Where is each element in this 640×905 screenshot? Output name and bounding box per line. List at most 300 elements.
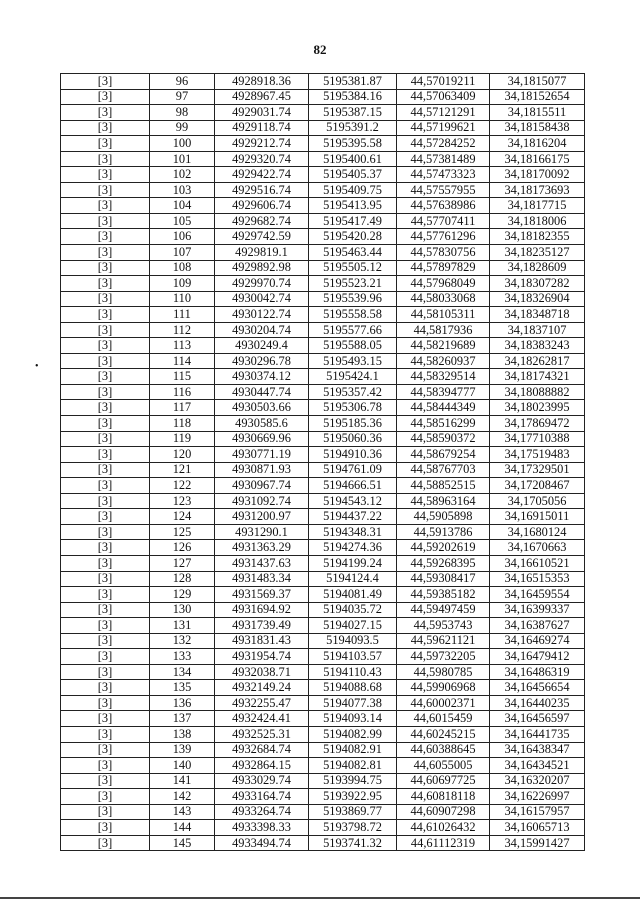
y-coordinate-cell: 5193741.32 — [309, 835, 397, 851]
x-coordinate-cell: 4930042.74 — [215, 291, 309, 307]
point-number-cell: 102 — [150, 167, 215, 183]
table-row — [61, 369, 585, 385]
point-number-cell: 106 — [150, 229, 215, 245]
longitude-cell: 34,18348718 — [490, 307, 585, 323]
x-coordinate-cell: 4929682.74 — [215, 213, 309, 229]
point-number-cell: 113 — [150, 338, 215, 354]
longitude-cell: 34,1705056 — [490, 493, 585, 509]
point-number-cell: 115 — [150, 369, 215, 385]
latitude-cell: 44,60388645 — [397, 742, 490, 758]
source-ref-cell: [3] — [61, 540, 150, 556]
y-coordinate-cell: 5194543.12 — [309, 493, 397, 509]
latitude-cell: 44,57284252 — [397, 136, 490, 152]
source-ref-cell: [3] — [61, 369, 150, 385]
source-ref-cell: [3] — [61, 820, 150, 836]
x-coordinate-cell: 4932038.71 — [215, 664, 309, 680]
x-coordinate-cell: 4931569.37 — [215, 587, 309, 603]
source-ref-cell: [3] — [61, 804, 150, 820]
longitude-cell: 34,16610521 — [490, 555, 585, 571]
y-coordinate-cell: 5194761.09 — [309, 462, 397, 478]
latitude-cell: 44,59497459 — [397, 602, 490, 618]
latitude-cell: 44,58679254 — [397, 447, 490, 463]
table-row — [61, 478, 585, 494]
latitude-cell: 44,58329514 — [397, 369, 490, 385]
y-coordinate-cell: 5194088.68 — [309, 680, 397, 696]
longitude-cell: 34,1670663 — [490, 540, 585, 556]
point-number-cell: 141 — [150, 773, 215, 789]
longitude-cell: 34,17208467 — [490, 478, 585, 494]
source-ref-cell: [3] — [61, 649, 150, 665]
latitude-cell: 44,58444349 — [397, 400, 490, 416]
latitude-cell: 44,57121291 — [397, 105, 490, 121]
longitude-cell: 34,1816204 — [490, 136, 585, 152]
source-ref-cell: [3] — [61, 524, 150, 540]
x-coordinate-cell: 4932424.41 — [215, 711, 309, 727]
longitude-cell: 34,16438347 — [490, 742, 585, 758]
page-number: 82 — [313, 42, 327, 57]
latitude-cell: 44,58033068 — [397, 291, 490, 307]
longitude-cell: 34,16456654 — [490, 680, 585, 696]
point-number-cell: 139 — [150, 742, 215, 758]
source-ref-cell: [3] — [61, 89, 150, 105]
longitude-cell: 34,17710388 — [490, 431, 585, 447]
source-ref-cell: [3] — [61, 726, 150, 742]
table-row — [61, 260, 585, 276]
latitude-cell: 44,57557955 — [397, 182, 490, 198]
table-row — [61, 276, 585, 292]
table-row — [61, 540, 585, 556]
longitude-cell: 34,18158438 — [490, 120, 585, 136]
latitude-cell: 44,57897829 — [397, 260, 490, 276]
longitude-cell: 34,18326904 — [490, 291, 585, 307]
longitude-cell: 34,16479412 — [490, 649, 585, 665]
x-coordinate-cell: 4932864.15 — [215, 758, 309, 774]
table-row — [61, 835, 585, 851]
y-coordinate-cell: 5194274.36 — [309, 540, 397, 556]
longitude-cell: 34,1680124 — [490, 524, 585, 540]
point-number-cell: 114 — [150, 353, 215, 369]
source-ref-cell: [3] — [61, 509, 150, 525]
point-number-cell: 112 — [150, 322, 215, 338]
point-number-cell: 133 — [150, 649, 215, 665]
point-number-cell: 122 — [150, 478, 215, 494]
source-ref-cell: [3] — [61, 353, 150, 369]
point-number-cell: 103 — [150, 182, 215, 198]
x-coordinate-cell: 4931831.43 — [215, 633, 309, 649]
longitude-cell: 34,18307282 — [490, 276, 585, 292]
y-coordinate-cell: 5195505.12 — [309, 260, 397, 276]
latitude-cell: 44,5953743 — [397, 618, 490, 634]
x-coordinate-cell: 4929422.74 — [215, 167, 309, 183]
footer-rule — [0, 897, 640, 899]
latitude-cell: 44,58219689 — [397, 338, 490, 354]
y-coordinate-cell: 5195405.37 — [309, 167, 397, 183]
table-row — [61, 664, 585, 680]
longitude-cell: 34,18088882 — [490, 384, 585, 400]
table-row — [61, 820, 585, 836]
latitude-cell: 44,59385182 — [397, 587, 490, 603]
point-number-cell: 145 — [150, 835, 215, 851]
longitude-cell: 34,1828609 — [490, 260, 585, 276]
longitude-cell: 34,16157957 — [490, 804, 585, 820]
latitude-cell: 44,59308417 — [397, 571, 490, 587]
latitude-cell: 44,57381489 — [397, 151, 490, 167]
latitude-cell: 44,58260937 — [397, 353, 490, 369]
point-number-cell: 99 — [150, 120, 215, 136]
point-number-cell: 135 — [150, 680, 215, 696]
point-number-cell: 109 — [150, 276, 215, 292]
source-ref-cell: [3] — [61, 478, 150, 494]
table-row — [61, 307, 585, 323]
point-number-cell: 119 — [150, 431, 215, 447]
point-number-cell: 131 — [150, 618, 215, 634]
longitude-cell: 34,17869472 — [490, 416, 585, 432]
latitude-cell: 44,60245215 — [397, 726, 490, 742]
point-number-cell: 107 — [150, 245, 215, 261]
table-row — [61, 400, 585, 416]
latitude-cell: 44,57199621 — [397, 120, 490, 136]
y-coordinate-cell: 5194093.14 — [309, 711, 397, 727]
latitude-cell: 44,57968049 — [397, 276, 490, 292]
y-coordinate-cell: 5195539.96 — [309, 291, 397, 307]
x-coordinate-cell: 4928967.45 — [215, 89, 309, 105]
x-coordinate-cell: 4929212.74 — [215, 136, 309, 152]
x-coordinate-cell: 4931200.97 — [215, 509, 309, 525]
latitude-cell: 44,61026432 — [397, 820, 490, 836]
longitude-cell: 34,18383243 — [490, 338, 585, 354]
longitude-cell: 34,16469274 — [490, 633, 585, 649]
source-ref-cell: [3] — [61, 462, 150, 478]
point-number-cell: 110 — [150, 291, 215, 307]
x-coordinate-cell: 4931739.49 — [215, 618, 309, 634]
point-number-cell: 136 — [150, 695, 215, 711]
longitude-cell: 34,1818006 — [490, 213, 585, 229]
source-ref-cell: [3] — [61, 400, 150, 416]
point-number-cell: 116 — [150, 384, 215, 400]
longitude-cell: 34,16486319 — [490, 664, 585, 680]
x-coordinate-cell: 4932255.47 — [215, 695, 309, 711]
table-row — [61, 555, 585, 571]
x-coordinate-cell: 4930967.74 — [215, 478, 309, 494]
longitude-cell: 34,16459554 — [490, 587, 585, 603]
source-ref-cell: [3] — [61, 338, 150, 354]
source-ref-cell: [3] — [61, 167, 150, 183]
table-row — [61, 695, 585, 711]
x-coordinate-cell: 4933494.74 — [215, 835, 309, 851]
source-ref-cell: [3] — [61, 229, 150, 245]
x-coordinate-cell: 4929742.59 — [215, 229, 309, 245]
source-ref-cell: [3] — [61, 633, 150, 649]
table-row — [61, 773, 585, 789]
latitude-cell: 44,60002371 — [397, 695, 490, 711]
longitude-cell: 34,16399337 — [490, 602, 585, 618]
point-number-cell: 111 — [150, 307, 215, 323]
y-coordinate-cell: 5195558.58 — [309, 307, 397, 323]
source-ref-cell: [3] — [61, 555, 150, 571]
y-coordinate-cell: 5195400.61 — [309, 151, 397, 167]
source-ref-cell: [3] — [61, 291, 150, 307]
source-ref-cell: [3] — [61, 213, 150, 229]
x-coordinate-cell: 4929819.1 — [215, 245, 309, 261]
y-coordinate-cell: 5193994.75 — [309, 773, 397, 789]
y-coordinate-cell: 5195381.87 — [309, 74, 397, 90]
longitude-cell: 34,18235127 — [490, 245, 585, 261]
table-row — [61, 602, 585, 618]
source-ref-cell: [3] — [61, 680, 150, 696]
source-ref-cell: [3] — [61, 431, 150, 447]
latitude-cell: 44,59732205 — [397, 649, 490, 665]
table-row — [61, 509, 585, 525]
x-coordinate-cell: 4933029.74 — [215, 773, 309, 789]
x-coordinate-cell: 4932525.31 — [215, 726, 309, 742]
longitude-cell: 34,18152654 — [490, 89, 585, 105]
y-coordinate-cell: 5194666.51 — [309, 478, 397, 494]
source-ref-cell: [3] — [61, 758, 150, 774]
latitude-cell: 44,58590372 — [397, 431, 490, 447]
source-ref-cell: [3] — [61, 105, 150, 121]
table-row — [61, 167, 585, 183]
x-coordinate-cell: 4929320.74 — [215, 151, 309, 167]
point-number-cell: 140 — [150, 758, 215, 774]
x-coordinate-cell: 4929118.74 — [215, 120, 309, 136]
latitude-cell: 44,5913786 — [397, 524, 490, 540]
table-row — [61, 711, 585, 727]
source-ref-cell: [3] — [61, 664, 150, 680]
table-row — [61, 649, 585, 665]
latitude-cell: 44,57473323 — [397, 167, 490, 183]
table-row — [61, 571, 585, 587]
latitude-cell: 44,6055005 — [397, 758, 490, 774]
latitude-cell: 44,57761296 — [397, 229, 490, 245]
table-row — [61, 198, 585, 214]
x-coordinate-cell: 4930669.96 — [215, 431, 309, 447]
source-ref-cell: [3] — [61, 447, 150, 463]
point-number-cell: 129 — [150, 587, 215, 603]
point-number-cell: 118 — [150, 416, 215, 432]
source-ref-cell: [3] — [61, 384, 150, 400]
latitude-cell: 44,58394777 — [397, 384, 490, 400]
x-coordinate-cell: 4929031.74 — [215, 105, 309, 121]
table-row — [61, 742, 585, 758]
y-coordinate-cell: 5194199.24 — [309, 555, 397, 571]
source-ref-cell: [3] — [61, 416, 150, 432]
longitude-cell: 34,1815077 — [490, 74, 585, 90]
point-number-cell: 120 — [150, 447, 215, 463]
x-coordinate-cell: 4930503.66 — [215, 400, 309, 416]
x-coordinate-cell: 4931290.1 — [215, 524, 309, 540]
y-coordinate-cell: 5195409.75 — [309, 182, 397, 198]
point-number-cell: 127 — [150, 555, 215, 571]
x-coordinate-cell: 4930447.74 — [215, 384, 309, 400]
coordinates-table-body — [61, 74, 585, 851]
y-coordinate-cell: 5195391.2 — [309, 120, 397, 136]
y-coordinate-cell: 5195395.58 — [309, 136, 397, 152]
x-coordinate-cell: 4928918.36 — [215, 74, 309, 90]
y-coordinate-cell: 5194077.38 — [309, 695, 397, 711]
latitude-cell: 44,5817936 — [397, 322, 490, 338]
longitude-cell: 34,18173693 — [490, 182, 585, 198]
source-ref-cell: [3] — [61, 695, 150, 711]
longitude-cell: 34,16226997 — [490, 789, 585, 805]
y-coordinate-cell: 5195060.36 — [309, 431, 397, 447]
x-coordinate-cell: 4933264.74 — [215, 804, 309, 820]
table-row — [61, 431, 585, 447]
source-ref-cell: [3] — [61, 136, 150, 152]
latitude-cell: 44,57830756 — [397, 245, 490, 261]
point-number-cell: 100 — [150, 136, 215, 152]
longitude-cell: 34,17329501 — [490, 462, 585, 478]
y-coordinate-cell: 5193922.95 — [309, 789, 397, 805]
x-coordinate-cell: 4930249.4 — [215, 338, 309, 354]
table-row — [61, 151, 585, 167]
latitude-cell: 44,58963164 — [397, 493, 490, 509]
x-coordinate-cell: 4930771.19 — [215, 447, 309, 463]
longitude-cell: 34,17519483 — [490, 447, 585, 463]
x-coordinate-cell: 4931954.74 — [215, 649, 309, 665]
y-coordinate-cell: 5195493.15 — [309, 353, 397, 369]
y-coordinate-cell: 5194103.57 — [309, 649, 397, 665]
x-coordinate-cell: 4929970.74 — [215, 276, 309, 292]
source-ref-cell: [3] — [61, 120, 150, 136]
table-row — [61, 726, 585, 742]
x-coordinate-cell: 4929892.98 — [215, 260, 309, 276]
longitude-cell: 34,18023995 — [490, 400, 585, 416]
y-coordinate-cell: 5195384.16 — [309, 89, 397, 105]
y-coordinate-cell: 5194082.91 — [309, 742, 397, 758]
source-ref-cell: [3] — [61, 571, 150, 587]
source-ref-cell: [3] — [61, 198, 150, 214]
table-row — [61, 804, 585, 820]
y-coordinate-cell: 5193869.77 — [309, 804, 397, 820]
source-ref-cell: [3] — [61, 493, 150, 509]
x-coordinate-cell: 4929606.74 — [215, 198, 309, 214]
point-number-cell: 134 — [150, 664, 215, 680]
longitude-cell: 34,1815511 — [490, 105, 585, 121]
latitude-cell: 44,57063409 — [397, 89, 490, 105]
table-row — [61, 447, 585, 463]
point-number-cell: 98 — [150, 105, 215, 121]
source-ref-cell: [3] — [61, 276, 150, 292]
latitude-cell: 44,59906968 — [397, 680, 490, 696]
latitude-cell: 44,61112319 — [397, 835, 490, 851]
x-coordinate-cell: 4933398.33 — [215, 820, 309, 836]
y-coordinate-cell: 5195306.78 — [309, 400, 397, 416]
y-coordinate-cell: 5194910.36 — [309, 447, 397, 463]
point-number-cell: 126 — [150, 540, 215, 556]
y-coordinate-cell: 5195424.1 — [309, 369, 397, 385]
table-row — [61, 789, 585, 805]
y-coordinate-cell: 5195417.49 — [309, 213, 397, 229]
longitude-cell: 34,18262817 — [490, 353, 585, 369]
point-number-cell: 138 — [150, 726, 215, 742]
table-row — [61, 338, 585, 354]
margin-mark: • — [35, 361, 39, 372]
x-coordinate-cell: 4931092.74 — [215, 493, 309, 509]
point-number-cell: 117 — [150, 400, 215, 416]
point-number-cell: 142 — [150, 789, 215, 805]
point-number-cell: 132 — [150, 633, 215, 649]
y-coordinate-cell: 5194348.31 — [309, 524, 397, 540]
source-ref-cell: [3] — [61, 587, 150, 603]
x-coordinate-cell: 4931483.34 — [215, 571, 309, 587]
latitude-cell: 44,57707411 — [397, 213, 490, 229]
longitude-cell: 34,18174321 — [490, 369, 585, 385]
source-ref-cell: [3] — [61, 711, 150, 727]
y-coordinate-cell: 5195420.28 — [309, 229, 397, 245]
y-coordinate-cell: 5194437.22 — [309, 509, 397, 525]
table-row — [61, 758, 585, 774]
latitude-cell: 44,57638986 — [397, 198, 490, 214]
y-coordinate-cell: 5194082.81 — [309, 758, 397, 774]
source-ref-cell: [3] — [61, 322, 150, 338]
point-number-cell: 137 — [150, 711, 215, 727]
table-row — [61, 105, 585, 121]
point-number-cell: 144 — [150, 820, 215, 836]
table-row — [61, 587, 585, 603]
y-coordinate-cell: 5195387.15 — [309, 105, 397, 121]
point-number-cell: 121 — [150, 462, 215, 478]
table-row — [61, 136, 585, 152]
latitude-cell: 44,60697725 — [397, 773, 490, 789]
y-coordinate-cell: 5195185.36 — [309, 416, 397, 432]
point-number-cell: 101 — [150, 151, 215, 167]
table-row — [61, 182, 585, 198]
coordinates-table — [60, 73, 585, 851]
point-number-cell: 105 — [150, 213, 215, 229]
y-coordinate-cell: 5194110.43 — [309, 664, 397, 680]
y-coordinate-cell: 5194035.72 — [309, 602, 397, 618]
longitude-cell: 34,16915011 — [490, 509, 585, 525]
x-coordinate-cell: 4930585.6 — [215, 416, 309, 432]
x-coordinate-cell: 4933164.74 — [215, 789, 309, 805]
table-row — [61, 74, 585, 90]
y-coordinate-cell: 5194027.15 — [309, 618, 397, 634]
source-ref-cell: [3] — [61, 182, 150, 198]
point-number-cell: 104 — [150, 198, 215, 214]
table-row — [61, 322, 585, 338]
longitude-cell: 34,16387627 — [490, 618, 585, 634]
table-row — [61, 89, 585, 105]
source-ref-cell: [3] — [61, 742, 150, 758]
latitude-cell: 44,60907298 — [397, 804, 490, 820]
y-coordinate-cell: 5195588.05 — [309, 338, 397, 354]
x-coordinate-cell: 4930122.74 — [215, 307, 309, 323]
latitude-cell: 44,59621121 — [397, 633, 490, 649]
latitude-cell: 44,5980785 — [397, 664, 490, 680]
longitude-cell: 34,16065713 — [490, 820, 585, 836]
latitude-cell: 44,58767703 — [397, 462, 490, 478]
table-row — [61, 229, 585, 245]
latitude-cell: 44,5905898 — [397, 509, 490, 525]
y-coordinate-cell: 5194124.4 — [309, 571, 397, 587]
table-row — [61, 618, 585, 634]
y-coordinate-cell: 5194082.99 — [309, 726, 397, 742]
table-row — [61, 524, 585, 540]
longitude-cell: 34,1837107 — [490, 322, 585, 338]
longitude-cell: 34,16440235 — [490, 695, 585, 711]
table-row — [61, 213, 585, 229]
point-number-cell: 128 — [150, 571, 215, 587]
point-number-cell: 130 — [150, 602, 215, 618]
longitude-cell: 34,16515353 — [490, 571, 585, 587]
longitude-cell: 34,18170092 — [490, 167, 585, 183]
table-row — [61, 291, 585, 307]
source-ref-cell: [3] — [61, 602, 150, 618]
x-coordinate-cell: 4930204.74 — [215, 322, 309, 338]
y-coordinate-cell: 5194081.49 — [309, 587, 397, 603]
x-coordinate-cell: 4931437.63 — [215, 555, 309, 571]
y-coordinate-cell: 5195357.42 — [309, 384, 397, 400]
